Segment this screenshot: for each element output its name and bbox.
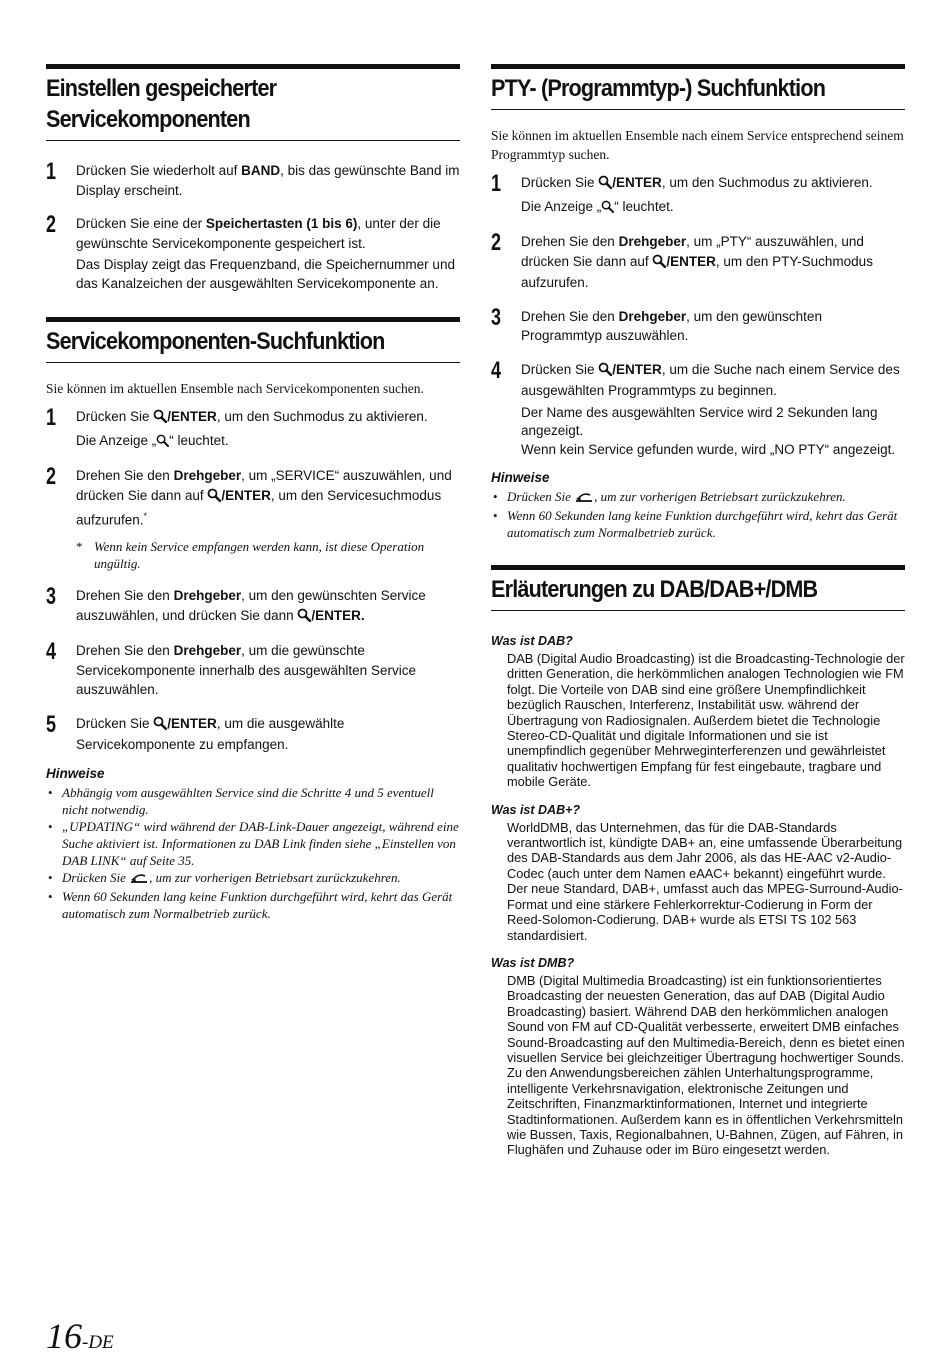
key-enter: /ENTER bbox=[221, 487, 271, 503]
step-2 bbox=[46, 463, 460, 572]
step-text bbox=[521, 360, 905, 401]
section-title-servicekomponenten-suche: Servicekomponenten-Suchfunktion bbox=[46, 317, 460, 363]
step-2 bbox=[491, 229, 905, 293]
search-icon bbox=[652, 254, 666, 274]
step-text bbox=[76, 161, 460, 200]
search-icon bbox=[297, 608, 311, 628]
key-speichertasten: Speichertasten (1 bis 6) bbox=[205, 216, 358, 231]
step-text-pre: Drehen Sie den bbox=[521, 308, 619, 324]
step-text bbox=[521, 173, 905, 195]
step-text-mid: , um „SERVICE“ auszuwählen, und drücken Sie dann auf bbox=[76, 468, 452, 503]
footnote bbox=[76, 538, 460, 572]
note-pre: Die Anzeige „ bbox=[76, 432, 157, 448]
section-title-wrap bbox=[46, 317, 460, 363]
step-3 bbox=[491, 303, 905, 346]
step-text bbox=[76, 714, 460, 755]
paragraph: DMB (Digital Multimedia Broadcasting) ist ein funktionsorientiertes Broadcasting der neuesten Generation, das auf DAB (Digital Audio Broadcasting) basiert. Während DAB den herkömmlichen analogen Sound von FM auf CD-Qualität verbesserte, erweitert DMB einfaches Sound-Broadcasting auf den Multimedia-Bereich, denn es bietet einen visuellen Service bei gleichzeitiger Übertragung hochwertiger Sounds. Zu den Anwendungsbereichen zählen Unterhaltungsprogramme, intelligente Verkehrsnavigation, elektronische Zeitungen und Zeitschriften, Finanzmarktinformationen, Internet und integrierte Stadtinformationen. Außerdem kann es in öffentlichen Verkehrsmitteln wie Bussen, Taxis, Regionalbahnen, U-Bahnen, Zügen, auf Fähren, in Flughäfen und Zuhause oder im Büro eingesetzt werden. bbox=[507, 972, 905, 1158]
search-icon bbox=[601, 200, 614, 219]
step-note: Wenn kein Service gefunden wurde, wird „NO PTY“ angezeigt. bbox=[521, 441, 896, 457]
dmb-item bbox=[491, 955, 905, 1158]
left-column bbox=[46, 64, 460, 922]
step-text-pre: Drehen Sie den bbox=[76, 643, 174, 658]
step-text-pre: Drücken Sie wiederholt auf bbox=[76, 163, 242, 178]
intro-text: Sie können im aktuellen Ensemble nach Servicekomponenten suchen. bbox=[46, 381, 424, 396]
step-text bbox=[76, 641, 460, 700]
step-text-post: , um den Suchmodus zu aktivieren. bbox=[216, 409, 428, 424]
step-text-mid: , um den gewünschten Service auszuwählen, und drücken Sie dann bbox=[76, 588, 426, 623]
step-2 bbox=[46, 211, 460, 293]
step-number: 2 bbox=[46, 463, 57, 490]
subheading: Was ist DAB? bbox=[491, 634, 573, 648]
key-enter: /ENTER bbox=[167, 715, 217, 731]
hinweis-item: • Abhängig vom ausgewählten Service sind die Schritte 4 und 5 eventuell nicht notwendig. bbox=[46, 784, 460, 818]
section-title-einstellen: Einstellen gespeicherter Servicekomponenten bbox=[46, 64, 460, 141]
paragraph: DAB (Digital Audio Broadcasting) ist die Broadcasting-Technologie der dritten Generation, die herkömmlichen analogen Technologien wie FM folgt. Die Vorteile von DAB sind eine größere Unempfindlichkeit bezüglich Rauschen, Interferenz, Instabilität usw. während der Übertragung von Radiosignalen. Außerdem bietet die Technologie Stereo-CD-Qualität und digitale Informationen und sie ist unempfindlich gegenüber Mehrweginterferenzen und gewährleistet qualitativ hochwertigen Empfang für fest eingebaute, tragbare und mobile Geräte. bbox=[507, 651, 905, 790]
step-text bbox=[521, 307, 905, 346]
paragraph: WorldDMB, das Unternehmen, das für die DAB-Standards verantwortlich ist, kündigte DAB+ an, eine umfassende Überarbeitung des DAB-Standards aus dem Jahr 2006, als das HE-AAC v2-Audio-Codec (auch unter dem Namen eAAC+ bekannt) eingeführt wurde. Der neue Standard, DAB+, umfasst auch das MPEG-Surround-Audio-Format und eine stärkere Fehlerkorrektur-Codierung in Form der Reed-Solomon-Codierung. DAB+ wurde als ETSI TS 102 563 standardisiert. bbox=[507, 819, 903, 943]
key-enter: /ENTER bbox=[167, 409, 217, 424]
footnote-star: * bbox=[76, 539, 83, 554]
step-number: 2 bbox=[46, 211, 57, 238]
step-text-post: , um den gewünschten Programmtyp auszuwählen. bbox=[521, 308, 822, 343]
step-text-pre: Drehen Sie den bbox=[76, 468, 174, 483]
step-text-post: . bbox=[360, 607, 365, 623]
step-text-pre: Drücken Sie bbox=[521, 361, 599, 377]
search-icon bbox=[156, 434, 169, 453]
dab-plus-item bbox=[491, 802, 905, 943]
subheading: Was ist DAB+? bbox=[491, 802, 581, 817]
note-post: “ leuchtet. bbox=[169, 432, 229, 448]
step-text-pre: Drehen Sie den bbox=[521, 234, 619, 249]
step-1 bbox=[491, 170, 905, 218]
step-text bbox=[76, 214, 460, 253]
hinweis-text-pre: Drücken Sie bbox=[507, 489, 575, 504]
step-text bbox=[521, 232, 905, 293]
note-pre: Die Anzeige „ bbox=[521, 198, 602, 214]
key-enter: /ENTER bbox=[666, 253, 716, 269]
key-drehgeber: Drehgeber bbox=[618, 234, 687, 249]
key-drehgeber: Drehgeber bbox=[618, 308, 687, 324]
page-number-suffix: -DE bbox=[82, 1332, 114, 1353]
hinweis-text-pre: Drücken Sie bbox=[62, 869, 130, 885]
step-text-pre: Drücken Sie bbox=[76, 409, 154, 424]
search-icon bbox=[598, 362, 612, 382]
footnote-text: Wenn kein Service empfangen werden kann, ist diese Operation ungültig. bbox=[94, 539, 425, 571]
hinweise-title: Hinweise bbox=[491, 470, 550, 485]
step-number: 4 bbox=[491, 356, 502, 384]
step-text bbox=[76, 407, 460, 429]
step-text-post: , um den Suchmodus zu aktivieren. bbox=[661, 175, 873, 190]
search-icon bbox=[153, 716, 167, 736]
right-column bbox=[491, 64, 905, 1158]
step-text bbox=[76, 466, 460, 530]
section-title-erlaeuterungen: Erläuterungen zu DAB/DAB+/DMB bbox=[491, 565, 905, 611]
page-number bbox=[46, 1316, 114, 1363]
key-enter: /ENTER bbox=[311, 607, 361, 623]
key-drehgeber: Drehgeber bbox=[173, 468, 242, 483]
section-title-wrap bbox=[46, 64, 460, 141]
step-1 bbox=[46, 158, 460, 200]
hinweis-item: • „UPDATING“ wird während der DAB-Link-Dauer angezeigt, während eine Suche aktiviert ist. Informationen zu DAB Link finden siehe „Einstellen von DAB LINK“ auf Seite 35. bbox=[46, 818, 460, 869]
hinweis-item: • Wenn 60 Sekunden lang keine Funktion durchgeführt wird, kehrt das Gerät automatisch zum Normalbetrieb zurück. bbox=[491, 507, 905, 541]
key-drehgeber: Drehgeber bbox=[173, 643, 242, 658]
step-4 bbox=[491, 356, 905, 460]
step-text-pre: Drücken Sie bbox=[76, 715, 154, 731]
step-text-post: , um den Servicesuchmodus aufzurufen. bbox=[76, 487, 442, 528]
step-text-pre: Drehen Sie den bbox=[76, 588, 174, 603]
step-text-post: , unter der die gewünschte Servicekomponente gespeichert ist. bbox=[76, 216, 441, 251]
step-text-mid: , um „PTY“ auszuwählen, und drücken Sie dann auf bbox=[521, 234, 864, 269]
step-5 bbox=[46, 710, 460, 755]
hinweis-item bbox=[46, 869, 460, 888]
search-icon bbox=[598, 175, 612, 195]
intro-text: Sie können im aktuellen Ensemble nach einem Service entsprechend seinem Programmtyp suchen. bbox=[491, 128, 904, 162]
dab-item bbox=[491, 633, 905, 790]
note-post: “ leuchtet. bbox=[614, 198, 674, 214]
hinweise-list bbox=[46, 784, 460, 922]
subheading: Was ist DMB? bbox=[491, 955, 575, 970]
hinweis-text-post: , um zur vorherigen Betriebsart zurückzukehren. bbox=[149, 869, 401, 885]
return-icon bbox=[574, 490, 594, 507]
key-enter: /ENTER bbox=[612, 361, 662, 377]
footnote-marker: * bbox=[143, 511, 148, 521]
step-number: 1 bbox=[46, 404, 57, 431]
step-number: 3 bbox=[491, 303, 502, 331]
section-title-wrap bbox=[491, 565, 905, 611]
step-number: 2 bbox=[491, 229, 502, 256]
hinweis-text-post: , um zur vorherigen Betriebsart zurückzukehren. bbox=[594, 489, 846, 504]
hinweise-list bbox=[491, 488, 905, 541]
step-text-pre: Drücken Sie eine der bbox=[76, 216, 206, 231]
key-band: BAND bbox=[241, 163, 281, 178]
section-title-pty-suche: PTY- (Programmtyp-) Suchfunktion bbox=[491, 64, 905, 110]
step-number: 4 bbox=[46, 638, 57, 665]
hinweis-item: • Wenn 60 Sekunden lang keine Funktion durchgeführt wird, kehrt das Gerät automatisch zum Normalbetrieb zurück. bbox=[46, 888, 460, 922]
step-text-post: , um die gewünschte Servicekomponente innerhalb des ausgewählten Service auszuwählen. bbox=[76, 643, 416, 697]
step-note: Der Name des ausgewählten Service wird 2 Sekunden lang angezeigt. bbox=[521, 404, 878, 438]
step-text-post: , um die ausgewählte Servicekomponente zu empfangen. bbox=[76, 715, 345, 752]
step-number: 1 bbox=[46, 158, 57, 185]
step-text-pre: Drücken Sie bbox=[521, 175, 599, 190]
step-note bbox=[521, 198, 905, 219]
step-text-post: , um die Suche nach einem Service des ausgewählten Programmtyps zu beginnen. bbox=[521, 361, 900, 398]
search-icon bbox=[207, 488, 221, 508]
key-drehgeber: Drehgeber bbox=[173, 588, 242, 603]
step-1 bbox=[46, 404, 460, 452]
step-4 bbox=[46, 638, 460, 700]
step-number: 3 bbox=[46, 583, 57, 610]
step-note: Das Display zeigt das Frequenzband, die Speichernummer und das Kanalzeichen der ausgewählten Servicekomponente an. bbox=[76, 257, 455, 291]
step-3 bbox=[46, 583, 460, 627]
step-number: 5 bbox=[46, 710, 57, 738]
hinweis-item bbox=[491, 488, 905, 507]
step-text-post: , um den PTY-Suchmodus aufzurufen. bbox=[521, 253, 873, 290]
return-icon bbox=[129, 871, 149, 888]
step-text-post: , bis das gewünschte Band im Display erscheint. bbox=[76, 163, 460, 198]
step-note bbox=[76, 432, 460, 453]
section-title-wrap bbox=[491, 64, 905, 110]
page-number-value: 16 bbox=[46, 1316, 82, 1356]
key-enter: /ENTER bbox=[612, 175, 662, 190]
hinweise-title: Hinweise bbox=[46, 765, 105, 781]
search-icon bbox=[153, 409, 167, 429]
step-number: 1 bbox=[491, 170, 502, 197]
step-text bbox=[76, 586, 460, 627]
